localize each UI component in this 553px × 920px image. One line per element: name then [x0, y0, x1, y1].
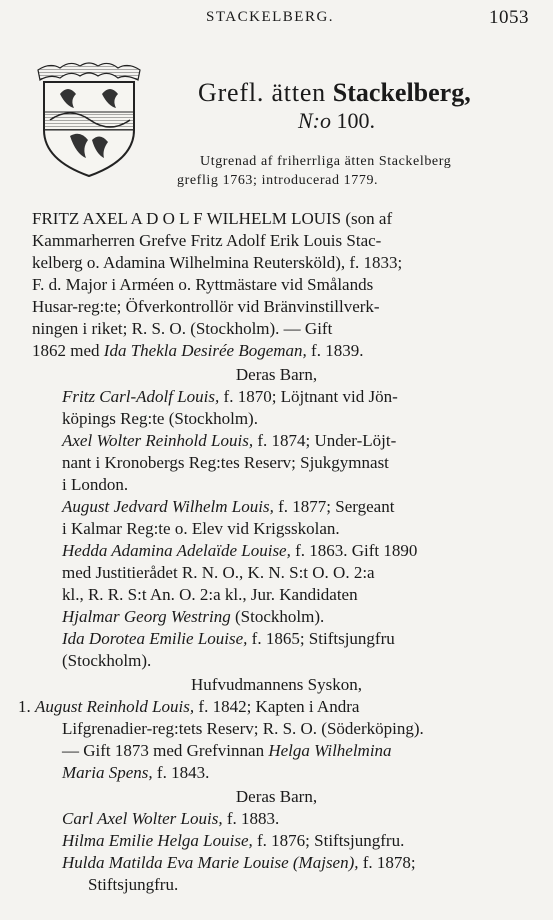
main-entry-line-7-pre: 1862 med [32, 341, 104, 360]
sibling-l3-pre: — Gift 1873 med Grefvinnan [62, 741, 269, 760]
grandchild-2 [62, 830, 404, 852]
main-entry-line-7-post: f. 1839. [306, 341, 364, 360]
child-5-name: Ida Dorotea Emilie Louise, [62, 629, 248, 648]
child-2-l1: f. 1874; Under-Löjt- [253, 431, 397, 450]
main-entry-line-3: kelberg o. Adamina Wilhelmina Reutersköld), f. 1833; [32, 253, 403, 272]
child-2-line-2: nant i Kronobergs Reg:tes Reserv; Sjukgymnast [62, 453, 389, 472]
sibling-l4-rest: f. 1843. [152, 763, 210, 782]
sibling-line-4 [62, 762, 209, 784]
main-entry-line-1 [32, 208, 392, 230]
sibling-wife-name: Helga Wilhelmina [268, 741, 392, 760]
child-5-line-1 [62, 628, 395, 650]
coat-of-arms-icon [30, 60, 148, 180]
grandchild-1 [62, 808, 279, 830]
child-1-line-2: köpings Reg:te (Stockholm). [62, 409, 258, 428]
child-2-line-1 [62, 430, 396, 452]
main-entry-line-7 [32, 340, 363, 362]
sibling-number: 1. [18, 697, 31, 716]
child-4-husband-name: Hjalmar Georg Westring [62, 607, 231, 626]
title-prefix: Grefl. ätten [198, 78, 326, 107]
sibling-l1: f. 1842; Kapten i Andra [194, 697, 360, 716]
child-4-l1: f. 1863. Gift 1890 [290, 541, 418, 560]
main-entry-line-2: Kammarherren Grefve Fritz Adolf Erik Louis Stac- [32, 231, 382, 250]
grandchild-3-name: Hulda Matilda Eva Marie Louise (Majsen), [62, 853, 359, 872]
child-4-line-1 [62, 540, 417, 562]
grandchild-1-rest: f. 1883. [222, 809, 280, 828]
grandchild-2-name: Hilma Emilie Helga Louise, [62, 831, 253, 850]
lineage-title [198, 78, 471, 108]
child-4-line-4 [62, 606, 324, 628]
number-label: N:o [298, 108, 331, 133]
child-2-line-3: i London. [62, 475, 129, 494]
lineage-number [298, 108, 375, 134]
child-3-line-2: i Kalmar Reg:te o. Elev vid Krigsskolan. [62, 519, 340, 538]
sibling-line-2: Lifgrenadier-reg:tets Reserv; R. S. O. (Söderköping). [62, 719, 424, 738]
title-family-name: Stackelberg, [332, 78, 471, 107]
subtitle-line-2: greflig 1763; introducerad 1779. [177, 173, 379, 188]
sibling-name: August Reinhold Louis, [35, 697, 195, 716]
children-heading: Deras Barn, [235, 365, 318, 384]
sibling-wife-name-cont: Maria Spens, [62, 763, 153, 782]
main-entry-line-6: ningen i riket; R. S. O. (Stockholm). — Gift [32, 319, 333, 338]
grandchild-3-line-2: Stiftsjungfru. [88, 875, 179, 894]
child-5-line-2: (Stockholm). [62, 651, 152, 670]
child-1-l1: f. 1870; Löjtnant vid Jön- [219, 387, 398, 406]
grandchildren-heading: Deras Barn, [235, 787, 318, 806]
child-5-l1: f. 1865; Stiftsjungfru [247, 629, 395, 648]
child-2-name: Axel Wolter Reinhold Louis, [62, 431, 254, 450]
grandchild-3-rest: f. 1878; [358, 853, 416, 872]
siblings-heading: Hufvudmannens Syskon, [191, 675, 362, 694]
wife-name: Ida Thekla Desirée Bogeman, [103, 341, 307, 360]
child-3-name: August Jedvard Wilhelm Louis, [62, 497, 274, 516]
child-1-name: Fritz Carl-Adolf Louis, [62, 387, 220, 406]
child-4-line-2: med Justitierådet R. N. O., K. N. S:t O. O. 2:a [62, 563, 375, 582]
child-3-l1: f. 1877; Sergeant [273, 497, 395, 516]
running-title: STACKELBERG. [206, 9, 335, 25]
child-1-line-1 [62, 386, 398, 408]
grandchild-3-line-1 [62, 852, 416, 874]
child-4-l4-rest: (Stockholm). [230, 607, 325, 626]
child-4-name: Hedda Adamina Adelaïde Louise, [62, 541, 291, 560]
sibling-line-1 [18, 696, 359, 718]
grandchild-2-rest: f. 1876; Stiftsjungfru. [252, 831, 405, 850]
main-entry-line-5: Husar-reg:te; Öfverkontrollör vid Bränvinstillverk- [32, 297, 380, 316]
subtitle-line-1: Utgrenad af friherrliga ätten Stackelberg [200, 154, 452, 169]
child-4-line-3: kl., R. R. S:t An. O. 2:a kl., Jur. Kandidaten [62, 585, 358, 604]
number-value: 100. [336, 108, 375, 133]
grandchild-1-name: Carl Axel Wolter Louis, [62, 809, 223, 828]
main-entry-line-4: F. d. Major i Arméen o. Ryttmästare vid Smålands [32, 275, 374, 294]
main-entry-line-1-rest: (son af [341, 209, 393, 228]
main-entry-name: FRITZ AXEL A D O L F WILHELM LOUIS [32, 209, 342, 228]
sibling-line-3 [62, 740, 392, 762]
child-3-line-1 [62, 496, 394, 518]
page-number: 1053 [489, 7, 529, 28]
